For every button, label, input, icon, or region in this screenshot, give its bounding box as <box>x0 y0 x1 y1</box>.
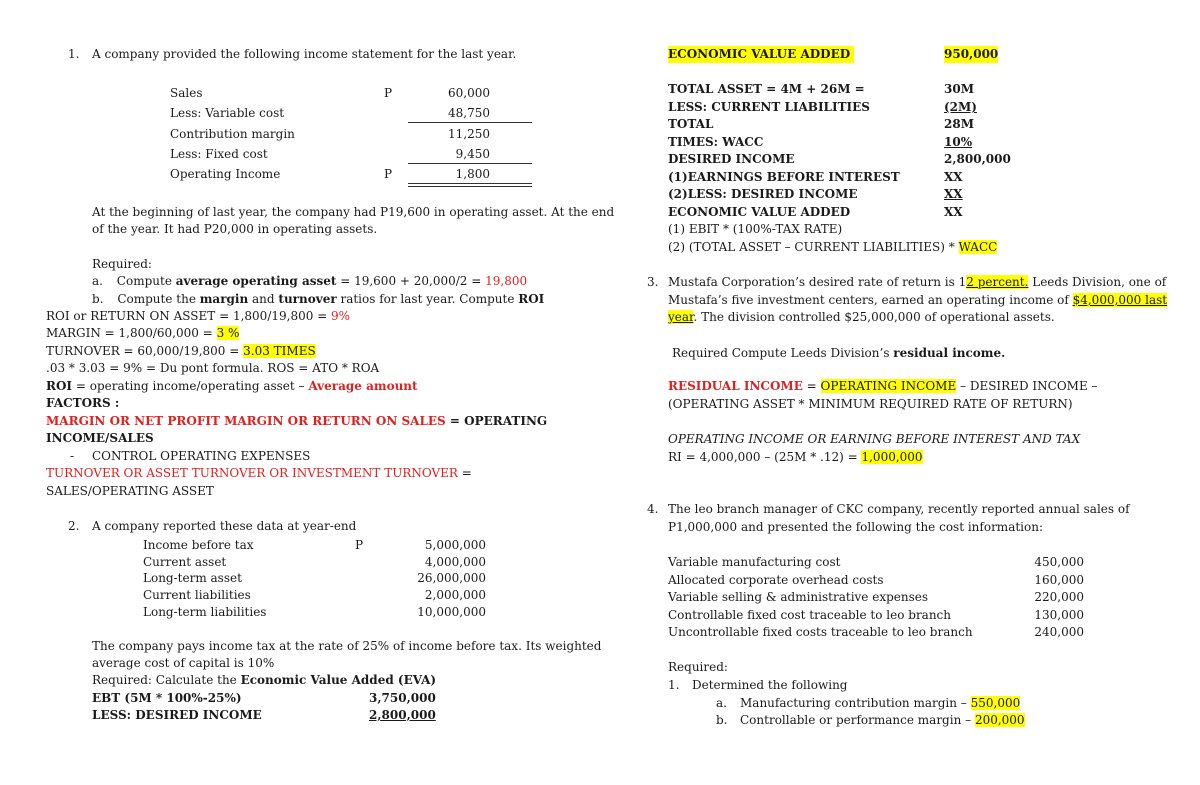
eva-row-label: TOTAL ASSET = 4M + 26M = <box>668 82 865 96</box>
row-value: 9,450 <box>455 147 490 161</box>
q4-b-line <box>740 712 1025 729</box>
ri-eq: = <box>802 379 821 393</box>
q3-highlight: $4,000,000 last <box>1072 293 1168 307</box>
row-value: 5,000,000 <box>424 538 486 552</box>
q3-highlight: year <box>668 310 694 324</box>
q3-highlight: 2 percent. <box>966 275 1029 289</box>
roi-text: ROI or RETURN ON ASSET = 1,800/19,800 = <box>46 309 332 323</box>
row-value: 60,000 <box>448 86 490 100</box>
q2-req-text: Required: Calculate the <box>92 673 241 687</box>
total-rule <box>408 183 532 184</box>
q4-line: P1,000,000 and presented the following the cost information: <box>668 520 1043 534</box>
eva-row-value: XX <box>944 187 963 201</box>
q3-line <box>668 309 1055 326</box>
cost-label: Allocated corporate overhead costs <box>668 573 884 587</box>
row-label: Current liabilities <box>143 588 251 602</box>
q3-line <box>668 274 1166 291</box>
row-peso: P <box>355 538 364 552</box>
less-desired-label: LESS: DESIRED INCOME <box>92 708 262 722</box>
roi-def-red: Average amount <box>308 379 418 393</box>
q2-required-line <box>92 672 436 689</box>
eva-row-value: (2M) <box>944 100 977 114</box>
row-value: 10,000,000 <box>417 605 486 619</box>
req-bold: turnover <box>278 292 337 306</box>
row-value: 48,750 <box>448 106 490 120</box>
eva-note-2-text: (2) (TOTAL ASSET – CURRENT LIABILITIES) * <box>668 240 959 254</box>
row-label: Less: Fixed cost <box>170 147 268 161</box>
turnover-factor-eq: = <box>457 466 472 480</box>
q4-a-text: Manufacturing contribution margin – <box>740 696 971 710</box>
margin-text: MARGIN = 1,800/60,000 = <box>46 326 217 340</box>
ri-red: RESIDUAL INCOME <box>668 379 803 393</box>
q4-req1-number: 1. <box>668 678 680 692</box>
margin-factor-line <box>46 413 547 430</box>
eva-row-value: 30M <box>944 82 974 96</box>
turnover-answer: 3.03 TIMES <box>243 344 316 358</box>
row-label: Less: Variable cost <box>170 106 285 120</box>
row-label: Contribution margin <box>170 127 295 141</box>
eva-note-1: (1) EBIT * (100%-TAX RATE) <box>668 222 843 236</box>
q4-a-prefix: a. <box>716 696 727 710</box>
income-sales: INCOME/SALES <box>46 431 154 445</box>
q3-required <box>672 345 1005 362</box>
q3-req-text: Required Compute Leeds Division’s <box>672 346 894 360</box>
ri-formula-line-2: (OPERATING ASSET * MINIMUM REQUIRED RATE OF RETURN) <box>668 397 1073 411</box>
margin-answer: 3 % <box>216 326 240 340</box>
req-prefix: b. <box>92 292 104 306</box>
ebt-value: 3,750,000 <box>369 691 436 705</box>
italic-definition: OPERATING INCOME OR EARNING BEFORE INTEREST AND TAX <box>668 432 1081 446</box>
cost-label: Variable selling & administrative expenses <box>668 590 929 604</box>
total-rule <box>408 186 532 187</box>
margin-line <box>46 325 239 342</box>
eva-row-label: (1)EARNINGS BEFORE INTEREST <box>668 170 900 184</box>
eva-row-value: XX <box>944 205 963 219</box>
q2-req-bold: Economic Value Added (EVA) <box>240 673 437 687</box>
req-text: ratios for last year. Compute <box>336 292 519 306</box>
eva-row-label: ECONOMIC VALUE ADDED <box>668 205 851 219</box>
row-peso: P <box>384 86 393 100</box>
dupont-line: .03 * 3.03 = 9% = Du pont formula. ROS = ATO * ROA <box>46 361 380 375</box>
sales-op-asset: SALES/OPERATING ASSET <box>46 484 214 498</box>
row-value: 26,000,000 <box>417 571 486 585</box>
q3-text: Leeds Division, one of <box>1028 275 1167 289</box>
req-bold: ROI <box>518 292 545 306</box>
turnover-factor-line <box>46 465 472 482</box>
q3-number: 3. <box>647 275 659 289</box>
cost-value: 160,000 <box>1034 573 1084 587</box>
req-text: and <box>248 292 279 306</box>
row-value: 1,800 <box>455 167 490 181</box>
turnover-line <box>46 343 316 360</box>
row-value: 11,250 <box>448 127 490 141</box>
roi-definition <box>46 378 418 395</box>
q2-intro: A company reported these data at year-end <box>92 519 357 533</box>
req-bold: margin <box>199 292 249 306</box>
req-answer: 19,800 <box>485 274 528 288</box>
row-label: Sales <box>170 86 203 100</box>
row-value: 2,000,000 <box>424 588 486 602</box>
q3-text: Mustafa Corporation’s desired rate of return is 1 <box>668 275 967 289</box>
cost-value: 130,000 <box>1034 608 1084 622</box>
eva-row-label: TOTAL <box>668 117 714 131</box>
q1-para-line: At the beginning of last year, the company had P19,600 in operating asset. At the end <box>92 205 615 219</box>
residual-income-formula <box>668 378 1098 395</box>
control-dash: - <box>70 449 75 463</box>
q3-text: . The division controlled $25,000,000 of operational assets. <box>693 310 1055 324</box>
roi-line <box>46 308 350 325</box>
roi-def-text: = operating income/operating asset – <box>72 379 309 393</box>
eva-row-value: 28M <box>944 117 974 131</box>
q4-a-answer: 550,000 <box>970 696 1021 710</box>
req-text: Compute <box>116 274 176 288</box>
row-peso: P <box>384 167 393 181</box>
eva-row-value: 10% <box>944 135 973 149</box>
cost-label: Uncontrollable fixed costs traceable to leo branch <box>668 625 973 639</box>
q4-line: The leo branch manager of CKC company, recently reported annual sales of <box>668 502 1130 516</box>
req-text: Compute the <box>117 292 200 306</box>
cost-value: 220,000 <box>1034 590 1084 604</box>
roi-def-bold: ROI <box>46 379 73 393</box>
eva-note-2-highlight: WACC <box>958 240 998 254</box>
row-label: Operating Income <box>170 167 281 181</box>
q3-text: Mustafa’s five investment centers, earned an operating income of <box>668 293 1073 307</box>
q4-a-line <box>740 695 1020 712</box>
required-label: Required: <box>92 257 152 271</box>
ri-rest: – DESIRED INCOME – <box>956 379 1098 393</box>
req-bold: average operating asset <box>175 274 337 288</box>
ebt-label: EBT (5M * 100%-25%) <box>92 691 242 705</box>
eva-row-value: 2,800,000 <box>944 152 1011 166</box>
req-a-line <box>92 273 527 290</box>
q2-para-line: average cost of capital is 10% <box>92 656 275 670</box>
cost-label: Controllable fixed cost traceable to leo branch <box>668 608 952 622</box>
eva-row-label: (2)LESS: DESIRED INCOME <box>668 187 858 201</box>
eva-title: ECONOMIC VALUE ADDED <box>668 46 854 63</box>
q2-number: 2. <box>68 519 80 533</box>
ri-answer: 1,000,000 <box>861 450 923 464</box>
cost-value: 450,000 <box>1034 555 1084 569</box>
ri-calculation <box>668 449 923 466</box>
q1-intro: A company provided the following income statement for the last year. <box>92 47 517 61</box>
less-desired-value: 2,800,000 <box>369 708 436 722</box>
subtotal-rule <box>408 163 532 164</box>
req-calc: = 19,600 + 20,000/2 = <box>336 274 486 288</box>
roi-answer: 9% <box>331 309 351 323</box>
q4-number: 4. <box>647 502 659 516</box>
subtotal-rule <box>408 122 532 123</box>
row-label: Current asset <box>143 555 227 569</box>
factors-heading: FACTORS : <box>46 396 120 410</box>
row-label: Income before tax <box>143 538 254 552</box>
eva-row-label: DESIRED INCOME <box>668 152 795 166</box>
cost-label: Variable manufacturing cost <box>668 555 841 569</box>
turnover-text: TURNOVER = 60,000/19,800 = <box>46 344 244 358</box>
eva-row-label: TIMES: WACC <box>668 135 764 149</box>
q4-req1-text: Determined the following <box>692 678 848 692</box>
row-label: Long-term asset <box>143 571 242 585</box>
q4-b-prefix: b. <box>716 713 728 727</box>
margin-factor-eq: = OPERATING <box>445 414 548 428</box>
q4-b-text: Controllable or performance margin – <box>740 713 975 727</box>
q1-number: 1. <box>68 47 80 61</box>
ri-highlight: OPERATING INCOME <box>820 379 957 393</box>
ri-calc-text: RI = 4,000,000 – (25M * .12) = <box>668 450 862 464</box>
q1-para-line: of the year. It had P20,000 in operating assets. <box>92 222 378 236</box>
eva-note-2 <box>668 239 997 256</box>
req-prefix: a. <box>92 274 103 288</box>
eva-row-label: LESS: CURRENT LIABILITIES <box>668 100 870 114</box>
req-b-line <box>92 291 544 308</box>
eva-title-value: 950,000 <box>944 47 999 61</box>
margin-factor-red: MARGIN OR NET PROFIT MARGIN OR RETURN ON SALES <box>46 414 446 428</box>
eva-row-value: XX <box>944 170 963 184</box>
row-value: 4,000,000 <box>424 555 486 569</box>
q2-para-line: The company pays income tax at the rate of 25% of income before tax. Its weighted <box>92 639 602 653</box>
q3-req-bold: residual income. <box>893 346 1006 360</box>
q4-required: Required: <box>668 660 728 674</box>
turnover-factor-red: TURNOVER OR ASSET TURNOVER OR INVESTMENT TURNOVER <box>46 466 458 480</box>
row-label: Long-term liabilities <box>143 605 267 619</box>
q3-line <box>668 292 1167 309</box>
cost-value: 240,000 <box>1034 625 1084 639</box>
control-text: CONTROL OPERATING EXPENSES <box>92 449 311 463</box>
q4-b-answer: 200,000 <box>974 713 1025 727</box>
